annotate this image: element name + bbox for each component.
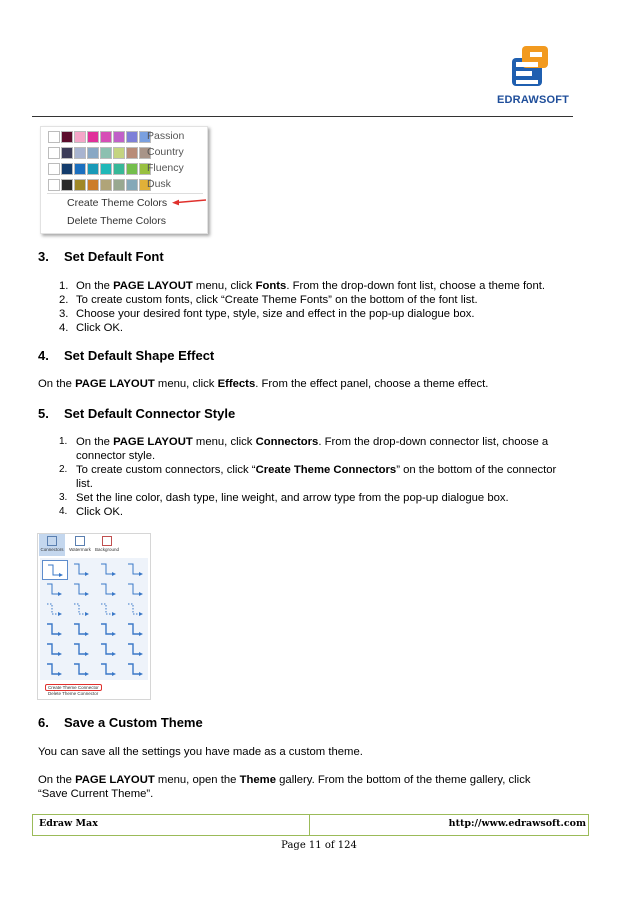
connector-glyph-icon	[42, 580, 66, 598]
connector-style-option[interactable]	[96, 560, 120, 578]
connector-glyph-icon	[96, 560, 120, 578]
connector-style-option[interactable]	[123, 600, 147, 618]
connector-style-option[interactable]	[69, 580, 93, 598]
color-swatch	[48, 131, 60, 143]
connector-glyph-icon	[123, 560, 147, 578]
color-swatch	[87, 147, 99, 159]
connector-style-option[interactable]	[96, 640, 120, 658]
connector-glyph-icon	[42, 660, 66, 678]
connector-glyph-icon	[123, 640, 147, 658]
connector-style-option[interactable]	[123, 640, 147, 658]
connector-glyph-icon	[43, 561, 67, 579]
connector-glyph-icon	[42, 640, 66, 658]
color-swatch	[74, 131, 86, 143]
connector-style-option[interactable]	[42, 560, 68, 580]
color-swatch	[126, 131, 138, 143]
connector-glyph-icon	[69, 660, 93, 678]
connector-style-option[interactable]	[96, 620, 120, 638]
swatch-row-country[interactable]	[48, 147, 151, 159]
color-swatch	[61, 147, 73, 159]
connector-glyph-icon	[69, 640, 93, 658]
connector-glyph-icon	[42, 600, 66, 618]
color-swatch	[74, 163, 86, 175]
edrawsoft-logo-icon	[508, 44, 552, 88]
color-swatch	[113, 163, 125, 175]
theme-label-fluency[interactable]: Fluency	[147, 162, 184, 174]
connector-style-option[interactable]	[42, 620, 66, 638]
connector-style-option[interactable]	[69, 660, 93, 678]
background-icon	[102, 536, 112, 546]
red-arrow-icon	[171, 198, 207, 206]
theme-label-passion[interactable]: Passion	[147, 130, 185, 142]
list-item: 1. On the PAGE LAYOUT menu, click Fonts. From the drop-down font list, choose a theme font.	[59, 280, 546, 292]
connector-glyph-icon	[96, 660, 120, 678]
connector-style-option[interactable]	[69, 640, 93, 658]
connector-style-option[interactable]	[42, 580, 66, 598]
color-swatch	[74, 147, 86, 159]
theme-label-dusk[interactable]: Dusk	[147, 178, 171, 190]
list-item: 3. Set the line color, dash type, line weight, and arrow type from the pop-up dialogue box.	[59, 492, 509, 504]
list-item: 4. Click OK.	[59, 322, 124, 334]
connector-style-option[interactable]	[69, 620, 93, 638]
connector-glyph-icon	[96, 640, 120, 658]
connector-glyph-icon	[123, 580, 147, 598]
swatch-row-passion[interactable]	[48, 131, 151, 143]
connector-style-panel	[37, 533, 151, 700]
color-swatch	[87, 163, 99, 175]
connector-icon	[47, 536, 57, 546]
color-swatch	[100, 147, 112, 159]
connector-glyph-icon	[69, 600, 93, 618]
section-4-text: On the PAGE LAYOUT menu, click Effects. From the effect panel, choose a theme effect.	[38, 378, 489, 390]
connector-glyph-icon	[42, 620, 66, 638]
color-swatch	[126, 163, 138, 175]
list-item: 1. On the PAGE LAYOUT menu, click Connectors. From the drop-down connector list, choose a connector style.	[59, 436, 549, 462]
connector-style-option[interactable]	[96, 600, 120, 618]
color-swatch	[48, 163, 60, 175]
connector-style-option[interactable]	[123, 660, 147, 678]
theme-colors-menu	[40, 126, 208, 234]
connector-style-option[interactable]	[123, 560, 147, 578]
connector-style-option[interactable]	[69, 560, 93, 578]
connector-style-option[interactable]	[123, 620, 147, 638]
color-swatch	[113, 131, 125, 143]
list-item: 2. To create custom fonts, click “Create Theme Fonts” on the bottom of the font list.	[59, 294, 478, 306]
section-5-steps	[49, 435, 609, 519]
connector-glyph-icon	[123, 600, 147, 618]
create-theme-connector-item[interactable]: Create Theme Connector	[45, 684, 102, 691]
connector-glyph-icon	[96, 620, 120, 638]
connector-glyph-icon	[69, 580, 93, 598]
color-swatch	[100, 179, 112, 191]
background-button[interactable]: Background	[94, 534, 120, 556]
color-swatch	[87, 131, 99, 143]
connector-glyph-icon	[69, 560, 93, 578]
page-number: Page 11 of 124	[281, 840, 357, 851]
section-4-heading: 4. Set Default Shape Effect	[38, 348, 215, 363]
color-swatch	[113, 147, 125, 159]
color-swatch	[87, 179, 99, 191]
logo-wordmark: EDRAWSOFT	[497, 94, 570, 106]
watermark-icon	[75, 536, 85, 546]
footer-divider	[309, 814, 310, 836]
list-item: 3. Choose your desired font type, style, size and effect in the pop-up dialogue box.	[59, 308, 475, 320]
connector-style-grid	[40, 558, 148, 680]
watermark-button[interactable]: Watermark	[67, 534, 93, 556]
theme-label-country[interactable]: Country	[147, 146, 184, 158]
connector-style-option[interactable]	[123, 580, 147, 598]
section-6-heading: 6. Save a Custom Theme	[38, 715, 203, 730]
create-theme-colors-item[interactable]: Create Theme Colors	[67, 197, 168, 209]
list-item: 2. To create custom connectors, click “Create Theme Connectors” on the bottom of the connector list.	[59, 464, 557, 490]
footer-product: Edraw Max	[39, 818, 98, 829]
header-rule	[32, 116, 573, 117]
connector-style-option[interactable]	[42, 600, 66, 618]
section-6-paragraph-2: On the PAGE LAYOUT menu, open the Theme gallery. From the bottom of the theme gallery, click “Save Current Theme”.	[38, 774, 531, 800]
delete-theme-colors-item[interactable]: Delete Theme Colors	[67, 215, 167, 227]
connector-menu	[40, 682, 148, 698]
connector-glyph-icon	[123, 660, 147, 678]
color-swatch	[100, 131, 112, 143]
list-item: 4. Click OK.	[59, 506, 124, 518]
connector-style-option[interactable]	[96, 660, 120, 678]
swatch-row-dusk[interactable]	[48, 179, 151, 191]
section-5-heading: 5. Set Default Connector Style	[38, 406, 236, 421]
ribbon-tools	[38, 534, 150, 556]
connector-style-option[interactable]	[42, 640, 66, 658]
color-swatch	[126, 147, 138, 159]
menu-divider	[47, 193, 203, 194]
color-swatch	[74, 179, 86, 191]
color-swatch	[100, 163, 112, 175]
section-3-heading: 3. Set Default Font	[38, 249, 164, 264]
section-6-paragraph-1: You can save all the settings you have made as a custom theme.	[38, 746, 363, 758]
swatch-row-fluency[interactable]	[48, 163, 151, 175]
connector-glyph-icon	[123, 620, 147, 638]
color-swatch	[113, 179, 125, 191]
color-swatch	[48, 147, 60, 159]
color-swatch	[61, 163, 73, 175]
footer-url[interactable]: http://www.edrawsoft.com	[448, 818, 586, 829]
connector-glyph-icon	[96, 580, 120, 598]
color-swatch	[61, 131, 73, 143]
connector-style-option[interactable]	[69, 600, 93, 618]
connector-glyph-icon	[69, 620, 93, 638]
color-swatch	[126, 179, 138, 191]
section-3-steps	[49, 279, 609, 335]
connectors-button[interactable]: Connectors	[39, 534, 65, 556]
connector-glyph-icon	[96, 600, 120, 618]
color-swatch	[48, 179, 60, 191]
connector-style-option[interactable]	[42, 660, 66, 678]
connector-style-option[interactable]	[96, 580, 120, 598]
delete-theme-connector-item[interactable]: Delete Theme Connector	[48, 691, 99, 696]
color-swatch	[61, 179, 73, 191]
